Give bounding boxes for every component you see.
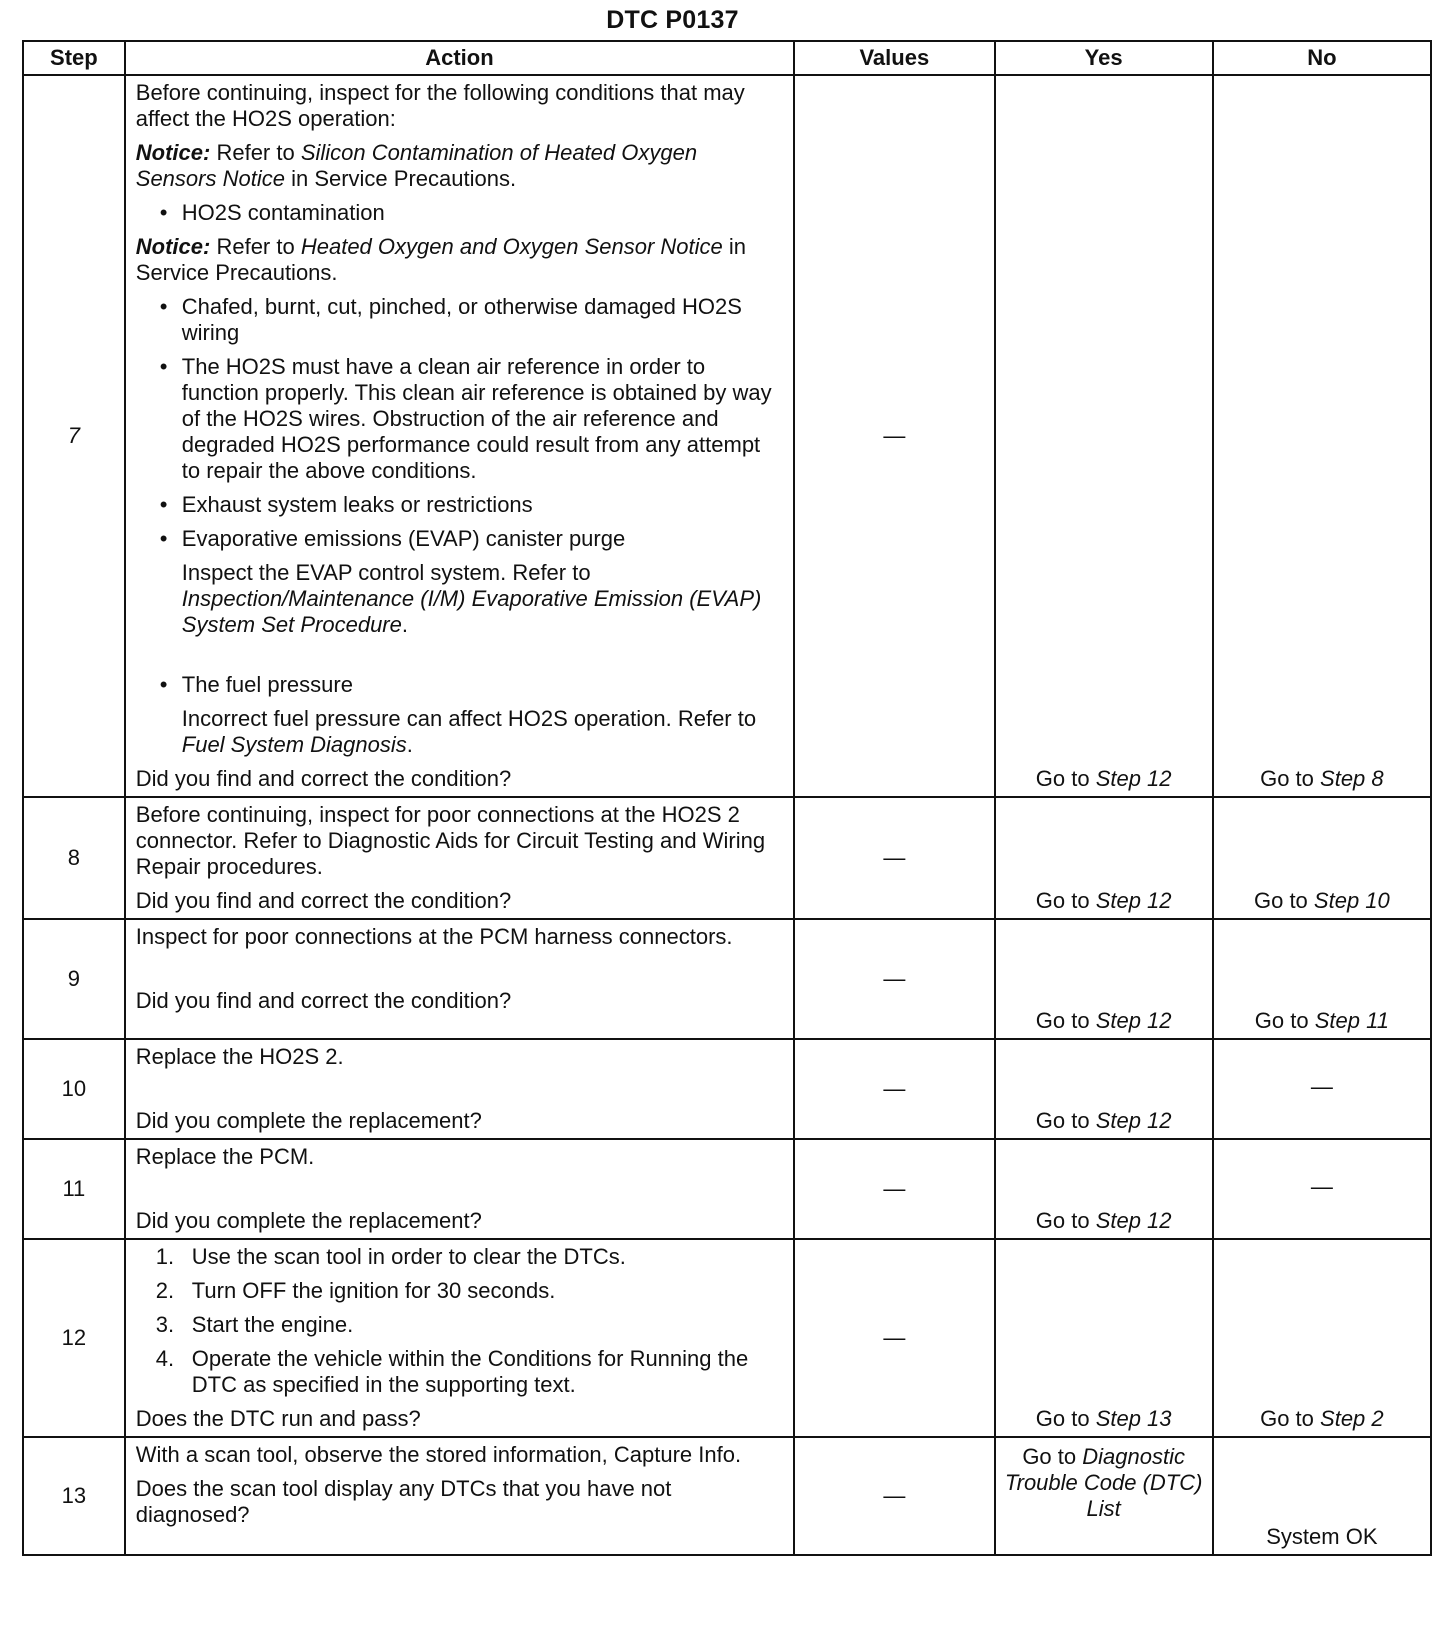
- question: Did you complete the replacement?: [135, 1108, 482, 1133]
- goto-text: Go to: [1022, 1444, 1077, 1469]
- fuel-instruction: [136, 706, 783, 758]
- list-item: • Exhaust system leaks or restrictions: [136, 492, 783, 518]
- yes-cell: [995, 1239, 1213, 1437]
- no-cell: —: [1213, 1039, 1431, 1139]
- table-row-step-11: [23, 1139, 1431, 1239]
- goto-text: Go to: [1260, 1406, 1314, 1431]
- item-text: Use the scan tool in order to clear the DTCs.: [191, 1244, 626, 1269]
- table-row-step-7: [23, 75, 1431, 797]
- item-text: Turn OFF the ignition for 30 seconds.: [191, 1278, 556, 1303]
- evap-procedure-link[interactable]: Inspection/Maintenance (I/M) Evaporative Emission (EVAP) System Set Procedure: [181, 586, 762, 637]
- action-text: Replace the HO2S 2.: [135, 1044, 344, 1069]
- question: Did you complete the replacement?: [135, 1208, 482, 1233]
- notice-paragraph: [136, 234, 783, 286]
- goto-step-link[interactable]: Step 12: [1095, 1008, 1172, 1033]
- action-cell: [125, 75, 794, 797]
- no-cell: [1213, 797, 1431, 919]
- no-cell: [1213, 75, 1431, 797]
- no-cell: [1213, 919, 1431, 1039]
- goto-text: Go to: [1035, 766, 1090, 791]
- header-no: No: [1213, 41, 1431, 75]
- item-number: 2.: [155, 1278, 175, 1303]
- yes-cell: [995, 1039, 1213, 1139]
- goto-dtc-list-link[interactable]: Diagnostic Trouble Code (DTC) List: [1004, 1444, 1203, 1521]
- goto-step-link[interactable]: Step 10: [1313, 888, 1390, 913]
- list-item: • The HO2S must have a clean air reference in order to function properly. This clean air reference is obtained by way of the HO2S wires. Obstruction of the air reference and degraded HO2S performance could result from any attempt to repair the above conditions.: [136, 354, 783, 484]
- yes-cell: [995, 797, 1213, 919]
- no-cell: —: [1213, 1139, 1431, 1239]
- goto-text: Go to: [1035, 1108, 1090, 1133]
- goto-text: Go to: [1035, 1406, 1090, 1431]
- goto-text: Go to: [1035, 888, 1090, 913]
- goto-text: Go to: [1035, 1208, 1090, 1233]
- notice-reference-link[interactable]: Silicon Contamination of Heated Oxygen Sensors Notice: [135, 140, 698, 191]
- header-step: Step: [23, 41, 125, 75]
- goto-step-link[interactable]: Step 12: [1095, 1108, 1172, 1133]
- no-cell: [1213, 1239, 1431, 1437]
- table-row-step-12: [23, 1239, 1431, 1437]
- goto-step-link[interactable]: Step 12: [1095, 888, 1172, 913]
- step-number: 7: [23, 75, 125, 797]
- list-item: • Chafed, burnt, cut, pinched, or otherwise damaged HO2S wiring: [136, 294, 783, 346]
- header-values: Values: [794, 41, 994, 75]
- item-number: 3.: [155, 1312, 175, 1337]
- step-number: 11: [23, 1139, 125, 1239]
- spacer: [136, 958, 783, 988]
- notice-text: Refer to: [216, 234, 295, 259]
- spacer: [136, 1078, 783, 1108]
- question: Does the DTC run and pass?: [135, 1406, 421, 1431]
- goto-text: Go to: [1035, 1008, 1090, 1033]
- values-cell: —: [794, 1437, 994, 1555]
- step-number: 13: [23, 1437, 125, 1555]
- values-cell: —: [794, 1139, 994, 1239]
- numbered-item: [136, 1278, 783, 1304]
- punctuation: .: [406, 732, 413, 757]
- spacer: [136, 646, 783, 672]
- goto-step-link[interactable]: Step 2: [1320, 1406, 1384, 1431]
- action-cell: [125, 1239, 794, 1437]
- step-number: 9: [23, 919, 125, 1039]
- instruction-text: Incorrect fuel pressure can affect HO2S operation. Refer to: [181, 706, 757, 731]
- yes-cell: [995, 919, 1213, 1039]
- values-cell: —: [794, 1039, 994, 1139]
- step-number: 10: [23, 1039, 125, 1139]
- numbered-item: [136, 1346, 783, 1398]
- header-action: Action: [125, 41, 794, 75]
- no-cell: System OK: [1213, 1437, 1431, 1555]
- notice-label: Notice:: [135, 140, 211, 165]
- action-cell: [125, 1039, 794, 1139]
- item-text: Start the engine.: [191, 1312, 354, 1337]
- question: Did you find and correct the condition?: [135, 766, 512, 791]
- values-cell: —: [794, 1239, 994, 1437]
- table-row-step-8: [23, 797, 1431, 919]
- notice-text: in Service Precautions.: [291, 166, 517, 191]
- action-text: With a scan tool, observe the stored information, Capture Info.: [135, 1442, 742, 1467]
- spacer: [136, 1178, 783, 1208]
- action-cell: [125, 797, 794, 919]
- fuel-diagnosis-link[interactable]: Fuel System Diagnosis: [181, 732, 407, 757]
- list-item: • The fuel pressure: [136, 672, 783, 698]
- action-cell: [125, 919, 794, 1039]
- diagnostic-table: [22, 40, 1432, 1556]
- values-cell: —: [794, 919, 994, 1039]
- item-number: 4.: [155, 1346, 175, 1371]
- action-cell: [125, 1139, 794, 1239]
- goto-step-link[interactable]: Step 12: [1095, 1208, 1172, 1233]
- numbered-item: [136, 1312, 783, 1338]
- yes-cell: [995, 1139, 1213, 1239]
- action-intro: Before continuing, inspect for the following conditions that may affect the HO2S operation:: [135, 80, 745, 131]
- goto-text: Go to: [1260, 766, 1314, 791]
- notice-reference-link[interactable]: Heated Oxygen and Oxygen Sensor Notice: [300, 234, 723, 259]
- goto-step-link[interactable]: Step 13: [1095, 1406, 1172, 1431]
- page-title: DTC P0137: [606, 6, 739, 34]
- numbered-item: [136, 1244, 783, 1270]
- action-text: Replace the PCM.: [135, 1144, 315, 1169]
- values-cell: —: [794, 75, 994, 797]
- goto-step-link[interactable]: Step 11: [1314, 1008, 1389, 1033]
- header-yes: Yes: [995, 41, 1213, 75]
- notice-text: Refer to: [216, 140, 295, 165]
- goto-text: Go to: [1253, 888, 1308, 913]
- table-row-step-13: [23, 1437, 1431, 1555]
- instruction-text: Inspect the EVAP control system. Refer to: [181, 560, 591, 585]
- list-item: • HO2S contamination: [136, 200, 783, 226]
- notice-paragraph: [136, 140, 783, 192]
- yes-cell: [995, 75, 1213, 797]
- item-text: Operate the vehicle within the Conditions for Running the DTC as specified in the supporting text.: [191, 1346, 749, 1397]
- step-number: 12: [23, 1239, 125, 1437]
- table-row-step-10: [23, 1039, 1431, 1139]
- yes-cell: [995, 1437, 1213, 1555]
- list-item: • Evaporative emissions (EVAP) canister purge: [136, 526, 783, 552]
- goto-step-link[interactable]: Step 12: [1095, 766, 1172, 791]
- question: Did you find and correct the condition?: [135, 988, 512, 1013]
- action-text: Before continuing, inspect for poor connections at the HO2S 2 connector. Refer to Diagnostic Aids for Circuit Testing and Wiring Repair procedures.: [135, 802, 766, 879]
- punctuation: .: [401, 612, 408, 637]
- step-number: 8: [23, 797, 125, 919]
- table-row-step-9: [23, 919, 1431, 1039]
- question: Does the scan tool display any DTCs that you have not diagnosed?: [135, 1476, 672, 1527]
- notice-label: Notice:: [135, 234, 211, 259]
- evap-instruction: [136, 560, 783, 638]
- table-header-row: [23, 41, 1431, 75]
- goto-text: Go to: [1254, 1008, 1309, 1033]
- item-number: 1.: [155, 1244, 175, 1269]
- question: Did you find and correct the condition?: [135, 888, 512, 913]
- action-cell: [125, 1437, 794, 1555]
- values-cell: —: [794, 797, 994, 919]
- goto-step-link[interactable]: Step 8: [1320, 766, 1384, 791]
- notice-text: in Service Precautions.: [135, 234, 747, 285]
- action-text: Inspect for poor connections at the PCM harness connectors.: [135, 924, 733, 949]
